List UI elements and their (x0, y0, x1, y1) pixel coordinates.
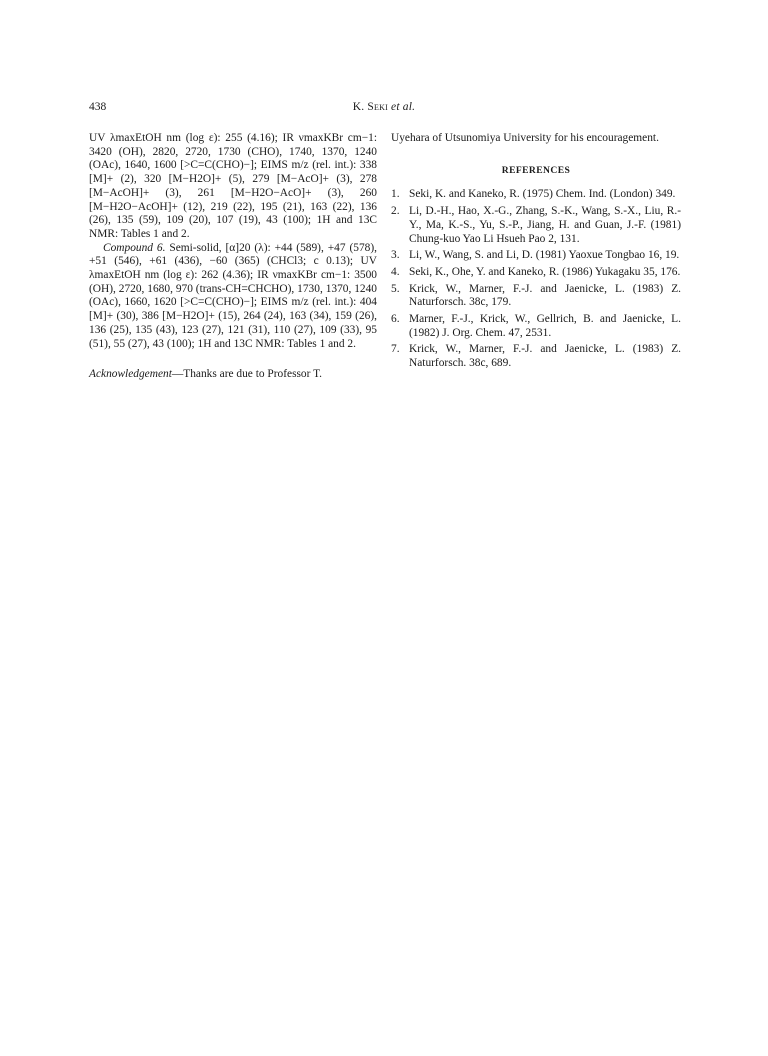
reference-number: 3. (391, 249, 400, 262)
reference-text: Seki, K. and Kaneko, R. (1975) Chem. Ind. (London) 349. (409, 188, 676, 201)
reference-text: Krick, W., Marner, F.-J. and Jaenicke, L. (1983) Z. Naturforsch. 38c, 689. (409, 343, 681, 370)
compound-6-data (89, 242, 377, 352)
compound-5-data (89, 132, 377, 242)
reference-number: 1. (391, 188, 400, 201)
reference-number: 2. (391, 205, 400, 218)
acknowledgement-continued: Uyehara of Utsunomiya University for his encouragement. (391, 132, 659, 144)
reference-text: Krick, W., Marner, F.-J. and Jaenicke, L. (1983) Z. Naturforsch. 38c, 179. (409, 282, 681, 309)
reference-item (391, 205, 681, 246)
reference-item (391, 249, 681, 263)
running-head-suffix: et al. (391, 101, 416, 113)
compound-6-label: Compound 6. (103, 241, 166, 254)
reference-text: Marner, F.-J., Krick, W., Gellrich, B. and Jaenicke, L. (1982) J. Org. Chem. 47, 2531. (409, 313, 681, 339)
running-head-author: K. Seki (352, 101, 388, 113)
reference-text: Li, W., Wang, S. and Li, D. (1981) Yaoxue Tongbao 16, 19. (409, 249, 680, 262)
reference-item (391, 266, 681, 280)
para1-text: UV λmaxEtOH nm (log ε): 255 (4.16); IR νmaxKBr cm−1: 3420 (OH), 2820, 2720, 1730 (CHO), 1740, 1370, 1240 (OAc), 1640, 1600 [>C=C(CHO)−]; EIMS m/z (rel. int.): 338 [M]+ (2), 320 [M−H2O]+ (5), 279 [M−AcO]+ (3), 278 [M−AcOH]+ (3), 261 [M−H2O−AcO]+ (3), 260 [M−H2O−AcOH]+ (12), 219 (22), 195 (21), 163 (22), 136 (26), 135 (59), 109 (20), 107 (19), 43 (100); 1H and 13C NMR: Tables 1 and 2. (89, 132, 377, 240)
reference-number: 7. (391, 343, 400, 356)
references-heading: REFERENCES (501, 164, 571, 176)
page-number: 438 (89, 101, 107, 113)
compound-6-text: Semi-solid, [α]20 (λ): +44 (589), +47 (578), +51 (546), +61 (436), −60 (365) (CHCl3; c 0.13); UV λmaxEtOH nm (log ε): 262 (4.36); IR νmaxKBr cm−1: 3500 (OH), 2720, 1680, 970 (trans-CH=CHCHO), 1730, 1370, 1240 (OAc), 1660, 1620 [>C=C(CHO)−]; EIMS m/z (rel. int.): 404 [M]+ (30), 386 [M−H2O]+ (15), 264 (24), 163 (34), 159 (26), 136 (25), 135 (43), 123 (27), 121 (31), 110 (27), 109 (33), 95 (51), 55 (27), 43 (100); 1H and 13C NMR: Tables 1 and 2. (89, 241, 377, 350)
reference-item (391, 313, 681, 340)
running-head (0, 101, 768, 113)
reference-item (391, 343, 681, 370)
right-column (391, 132, 681, 374)
reference-text: Li, D.-H., Hao, X.-G., Zhang, S.-K., Wang, S.-X., Liu, R.-Y., Ma, K.-S., Yu, S.-P., Jiang, H. and Guan, J.-F. (1981) Chung-kuo Yao Li Hsueh Pao 2, 131. (409, 205, 681, 245)
left-column (89, 132, 377, 382)
acknowledgement-label: Acknowledgement (89, 368, 172, 381)
acknowledgement (89, 368, 377, 382)
reference-number: 6. (391, 313, 400, 326)
reference-number: 5. (391, 282, 400, 295)
reference-item (391, 188, 681, 202)
reference-item (391, 283, 681, 310)
references-list (391, 188, 681, 370)
reference-text: Seki, K., Ohe, Y. and Kaneko, R. (1986) Yukagaku 35, 176. (409, 265, 681, 278)
reference-number: 4. (391, 265, 400, 278)
acknowledgement-text: —Thanks are due to Professor T. (171, 368, 323, 381)
